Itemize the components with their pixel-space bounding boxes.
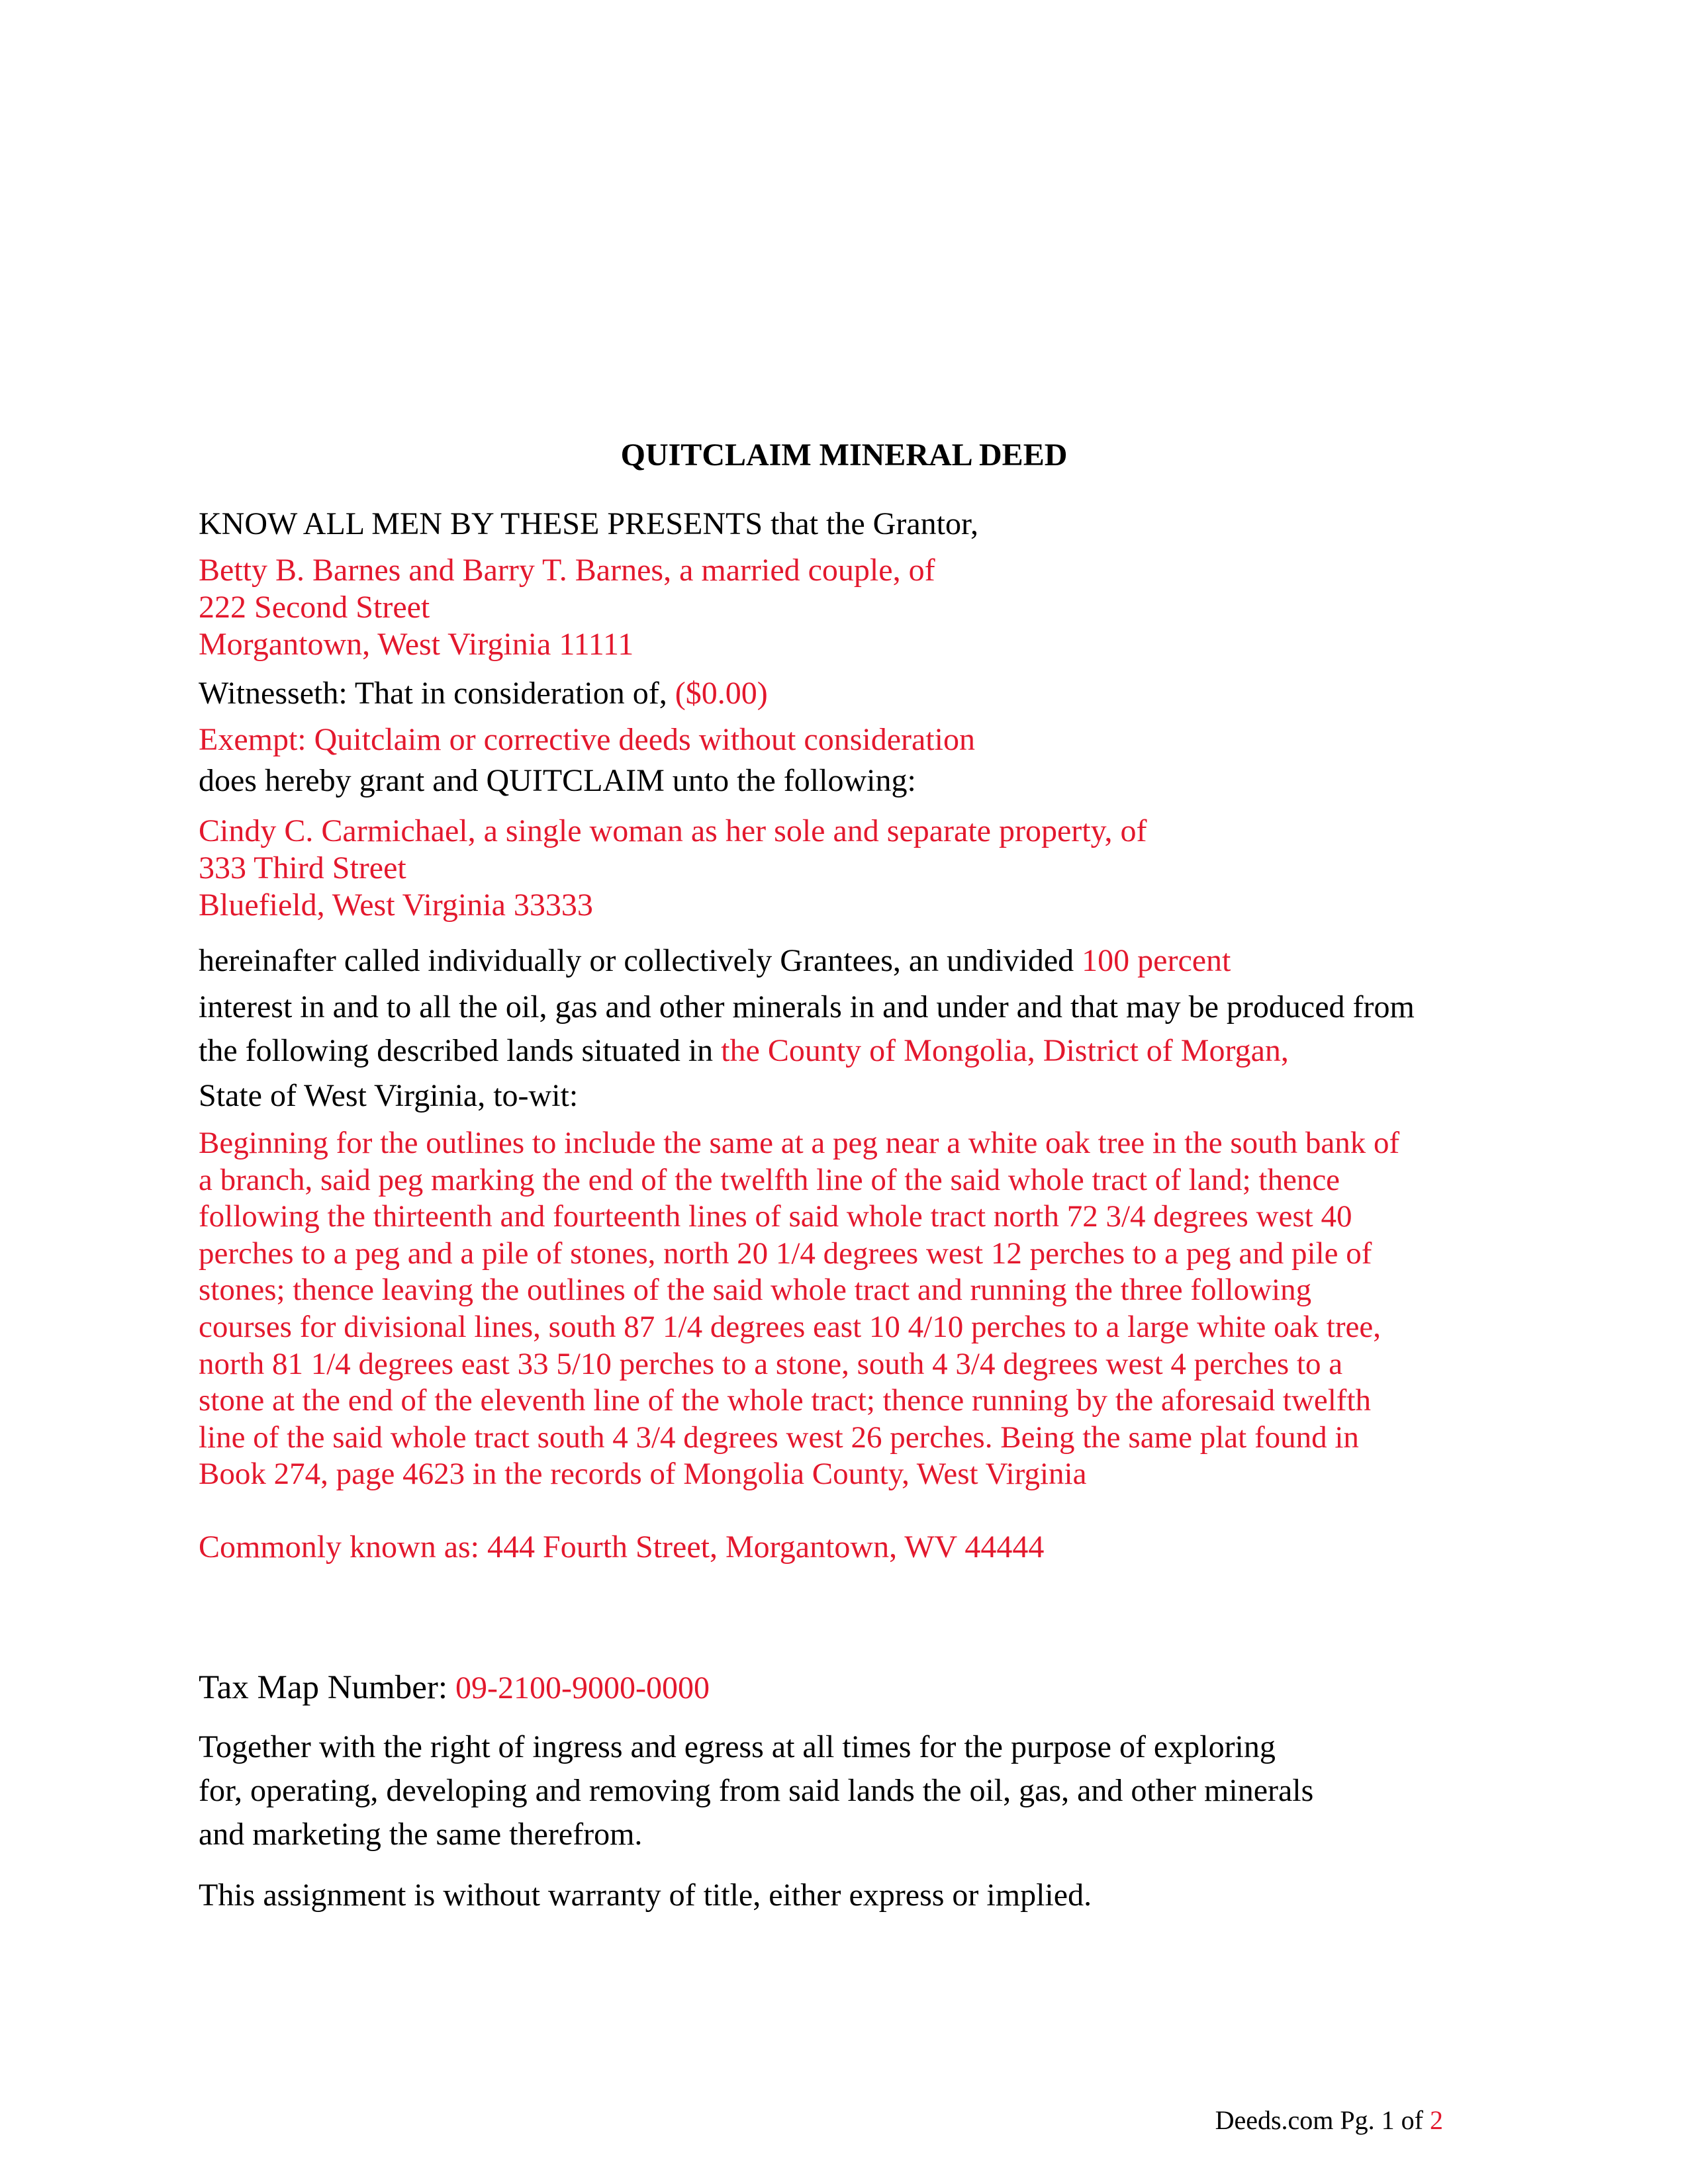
intro-text: KNOW ALL MEN BY THESE PRESENTS that the Grantor, bbox=[199, 506, 979, 541]
location-line bbox=[199, 1032, 1289, 1069]
consideration-line bbox=[199, 675, 768, 712]
legal-line: perches to a peg and a pile of stones, north 20 1/4 degrees west 12 perches to a peg and pile of bbox=[199, 1236, 1372, 1271]
legal-line: stone at the end of the eleventh line of the whole tract; thence running by the aforesaid twelfth bbox=[199, 1383, 1372, 1418]
tax-map-number: 09-2100-9000-0000 bbox=[455, 1670, 710, 1706]
legal-description bbox=[199, 1125, 1399, 1493]
location-prefix: the following described lands situated in bbox=[199, 1033, 714, 1068]
interest-line bbox=[199, 942, 1231, 979]
footer-page-label: Pg. 1 of bbox=[1340, 2105, 1423, 2135]
grantee-name: Cindy C. Carmichael, a single woman as her sole and separate property, of bbox=[199, 813, 1147, 848]
legal-line: courses for divisional lines, south 87 1/4 degrees east 10 4/10 perches to a large white oak tree, bbox=[199, 1309, 1381, 1344]
page-footer bbox=[1215, 2105, 1443, 2136]
document-title: QUITCLAIM MINERAL DEED bbox=[620, 437, 1068, 473]
state-line: State of West Virginia, to-wit: bbox=[199, 1078, 579, 1113]
consideration-amount: ($0.00) bbox=[675, 676, 768, 711]
grantee-street: 333 Third Street bbox=[199, 850, 406, 886]
ingress-line: Together with the right of ingress and egress at all times for the purpose of exploring bbox=[199, 1729, 1276, 1764]
footer-site: Deeds.com bbox=[1215, 2105, 1334, 2135]
grantor-street: 222 Second Street bbox=[199, 590, 430, 625]
ingress-line: and marketing the same therefrom. bbox=[199, 1817, 643, 1852]
grantee-city: Bluefield, West Virginia 33333 bbox=[199, 887, 593, 923]
tax-map-label: Tax Map Number: bbox=[199, 1669, 448, 1706]
grantor-name: Betty B. Barnes and Barry T. Barnes, a married couple, of bbox=[199, 553, 935, 588]
consideration-label: Witnesseth: That in consideration of, bbox=[199, 676, 667, 711]
grant-clause: does hereby grant and QUITCLAIM unto the following: bbox=[199, 763, 916, 798]
interest-text: hereinafter called individually or collectively Grantees, an undivided bbox=[199, 943, 1074, 978]
legal-line: following the thirteenth and fourteenth lines of said whole tract north 72 3/4 degrees west 40 bbox=[199, 1199, 1352, 1234]
exempt-reason: Exempt: Quitclaim or corrective deeds without consideration bbox=[199, 722, 975, 757]
interest-text-2: interest in and to all the oil, gas and other minerals in and under and that may be produced from bbox=[199, 989, 1415, 1024]
footer-total-pages: 2 bbox=[1430, 2105, 1443, 2135]
ingress-line: for, operating, developing and removing from said lands the oil, gas, and other minerals bbox=[199, 1773, 1314, 1808]
interest-percent: 100 percent bbox=[1082, 943, 1231, 978]
property-location: the County of Mongolia, District of Morgan, bbox=[721, 1033, 1289, 1068]
legal-line: a branch, said peg marking the end of the twelfth line of the said whole tract of land; thence bbox=[199, 1162, 1340, 1197]
legal-line: Book 274, page 4623 in the records of Mongolia County, West Virginia bbox=[199, 1457, 1087, 1492]
commonly-known-as: Commonly known as: 444 Fourth Street, Morgantown, WV 44444 bbox=[199, 1529, 1045, 1565]
legal-line: stones; thence leaving the outlines of the said whole tract and running the three following bbox=[199, 1273, 1312, 1308]
legal-line: Beginning for the outlines to include the same at a peg near a white oak tree in the south bank of bbox=[199, 1126, 1400, 1160]
legal-line: line of the said whole tract south 4 3/4 degrees west 26 perches. Being the same plat found in bbox=[199, 1420, 1359, 1455]
tax-map-line bbox=[199, 1669, 710, 1707]
grantor-city: Morgantown, West Virginia 11111 bbox=[199, 627, 634, 662]
warranty-statement: This assignment is without warranty of title, either express or implied. bbox=[199, 1878, 1092, 1913]
legal-line: north 81 1/4 degrees east 33 5/10 perches to a stone, south 4 3/4 degrees west 4 perches to a bbox=[199, 1346, 1343, 1381]
